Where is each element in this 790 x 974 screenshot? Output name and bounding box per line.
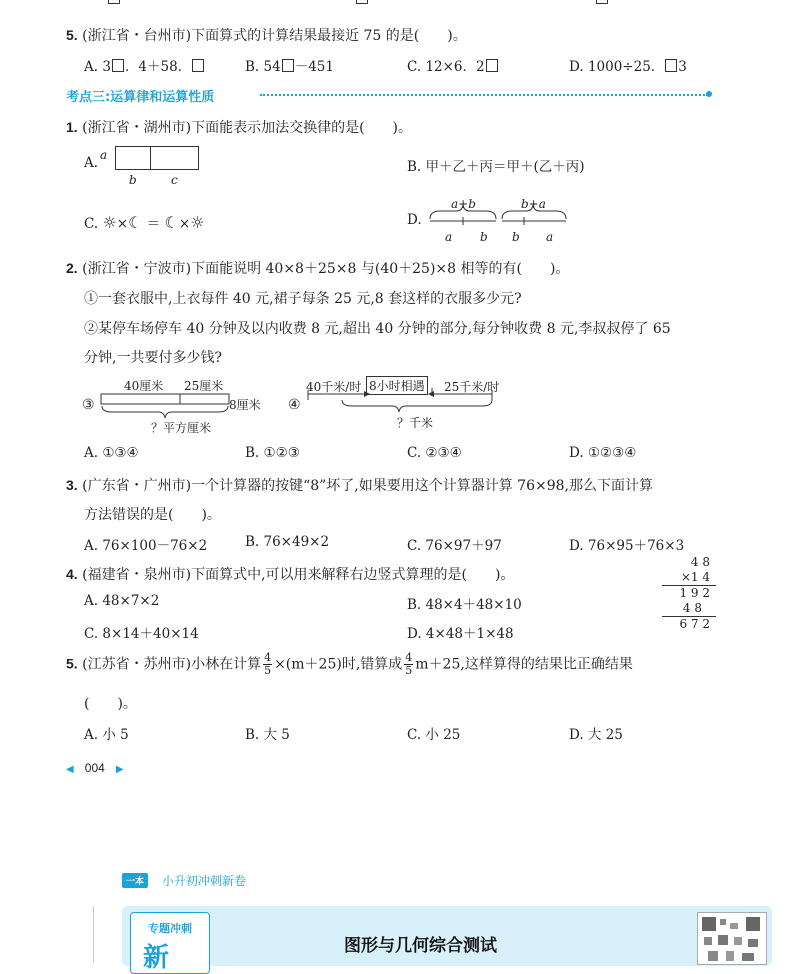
series-title: 小升初冲刺新卷 — [162, 874, 247, 888]
question-text-cont: 方法错误的是( )。 — [84, 507, 221, 523]
option-a[interactable]: A. 小 5 — [84, 727, 129, 743]
prev-page-icon[interactable]: ◀ — [66, 764, 74, 775]
blank-box — [112, 59, 124, 72]
label-40cm: 40厘米 — [124, 379, 164, 393]
label-a: a — [445, 230, 453, 244]
divider-dot — [706, 91, 712, 97]
moon-icon: ☾ — [128, 213, 143, 232]
question-text: (浙江省・台州市)下面算式的计算结果最接近 75 的是( )。 — [82, 28, 467, 44]
sun-icon: ☼ — [190, 213, 205, 232]
item-2: ②某停车场停车 40 分钟及以内收费 8 元,超出 40 分钟的部分,每分钟收费 8 元,李叔叔停了 65 — [84, 321, 671, 337]
label-speed-25: 25千米/时 — [444, 380, 500, 394]
topic-tag-big: 新 — [143, 943, 170, 973]
option-a[interactable]: A. 48×7×2 — [84, 593, 160, 609]
option-a[interactable]: A. 3 ．4＋58． — [84, 55, 205, 75]
question-text: (浙江省・宁波市)下面能说明 40×8＋25×8 与(40＋25)×8 相等的有( )。 — [82, 261, 570, 277]
option-c[interactable]: C. ☼×☾ ＝ ☾×☼ — [84, 213, 205, 232]
option-d[interactable]: D. 1000÷25． 3 — [569, 59, 687, 75]
option-c[interactable]: C. 8×14＋40×14 — [84, 626, 199, 642]
option-d[interactable]: D. 76×95＋76×3 — [569, 538, 685, 554]
label-speed-40: 40千米/时 — [306, 380, 362, 394]
option-d[interactable]: D. 4×48＋1×48 — [407, 626, 514, 642]
question-text: (浙江省・湖州市)下面能表示加法交换律的是( )。 — [82, 120, 412, 136]
topic-tag — [130, 912, 210, 974]
option-c[interactable]: C. 76×97＋97 — [407, 538, 502, 554]
option-c[interactable]: C. ②③④ — [407, 445, 462, 461]
label-area: ？平方厘米 — [151, 421, 212, 435]
next-page-icon[interactable]: ▶ — [115, 764, 124, 775]
question-text: (广东省・广州市)一个计算器的按键“8”坏了,如果要用这个计算器计算 76×98,那么下面计算 — [82, 478, 653, 494]
label-25cm: 25厘米 — [184, 379, 224, 393]
segment-diagram — [115, 146, 199, 170]
question-number: 5. — [66, 27, 78, 43]
figure-3-mark: ③ — [82, 397, 95, 413]
option-a[interactable]: A. 76×100－76×2 — [84, 538, 208, 554]
label-b-plus-a: b+a — [521, 197, 546, 211]
option-b[interactable]: B. 48×4＋48×10 — [407, 597, 522, 613]
label-a: a — [546, 230, 554, 244]
section-divider — [260, 94, 708, 96]
label-c: c — [171, 173, 178, 187]
moon-icon: ☾ — [164, 213, 179, 232]
question-2: 2. (浙江省・宁波市)下面能说明 40×8＋25×8 与(40＋25)×8 相等的有( )。 — [66, 260, 570, 277]
option-b[interactable]: B. ①②③ — [245, 445, 300, 461]
vertical-multiplication: 4 8 ×1 4 1 9 2 4 8 6 7 2 — [662, 555, 716, 632]
figure-4-mark: ④ — [288, 397, 301, 413]
qr-code-icon[interactable] — [697, 912, 767, 965]
label-meet: 8小时相遇 — [366, 376, 428, 395]
question-5: 5. (江苏省・苏州市)小林在计算 $\frac{4}{5} \times(m+25)$时,错算成 $\frac{4}{5} m+25$,这样算得的结果比正确结果 — [66, 651, 633, 677]
fraction: $\frac{4}{5}$ — [405, 651, 413, 677]
option-c[interactable]: C. 小 25 — [407, 727, 461, 743]
answer-paren: ( )。 — [84, 696, 137, 712]
page-number: 004 — [84, 761, 105, 775]
label-b: b — [480, 230, 488, 244]
qr-pattern — [698, 913, 764, 964]
option-d[interactable]: D. 大 25 — [569, 727, 623, 743]
label-8cm: 8厘米 — [229, 398, 261, 412]
sun-icon: ☼ — [102, 213, 117, 232]
page-footer — [66, 757, 124, 776]
option-a[interactable]: A. — [84, 155, 99, 171]
distance-diagram — [306, 388, 496, 414]
option-b[interactable]: B. 76×49×2 — [245, 534, 330, 550]
rectangle-diagram — [100, 390, 232, 420]
series-badge: 一本 — [122, 873, 148, 888]
question-3: 3. (广东省・广州市)一个计算器的按键“8”坏了,如果要用这个计算器计算 76×98,那么下面计算 — [66, 477, 653, 494]
option-d[interactable]: D. — [407, 212, 422, 228]
fraction: $\frac{4}{5}$ — [264, 651, 272, 677]
prev-fragment — [86, 0, 686, 4]
question-text: (福建省・泉州市)下面算式中,可以用来解释右边竖式算理的是( )。 — [82, 567, 515, 583]
blank-box — [486, 59, 498, 72]
item-1: ①一套衣服中,上衣每件 40 元,裙子每条 25 元,8 套这样的衣服多少元? — [84, 291, 522, 307]
question-4: 4. (福建省・泉州市)下面算式中,可以用来解释右边竖式算理的是( )。 — [66, 566, 515, 583]
section-title: 考点三:运算律和运算性质 — [66, 90, 215, 105]
question-1: 1. (浙江省・湖州市)下面能表示加法交换律的是( )。 — [66, 119, 412, 136]
label-b: b — [512, 230, 520, 244]
option-a[interactable]: A. ①③④ — [84, 445, 139, 461]
question-5-prev — [66, 25, 467, 45]
label-distance: ？千米 — [397, 416, 434, 430]
label-b: b — [129, 173, 137, 187]
option-b[interactable]: B. 大 5 — [245, 727, 290, 743]
option-b[interactable]: B. 54 －451 — [245, 59, 334, 75]
blank-box — [665, 59, 677, 72]
blank-box — [192, 59, 204, 72]
option-b[interactable]: B. 甲＋乙＋丙＝甲＋(乙＋丙) — [407, 159, 585, 175]
label-a-plus-b: a+b — [451, 197, 476, 211]
test-title: 图形与几何综合测试 — [344, 936, 497, 956]
label-a: a — [100, 148, 108, 162]
option-c[interactable]: C. 12×6．2 — [407, 55, 499, 75]
vertical-rule — [93, 906, 94, 963]
topic-tag-label: 专题冲刺 — [148, 922, 192, 935]
item-2-cont: 分钟,一共要付多少钱? — [84, 350, 222, 366]
option-d[interactable]: D. ①②③④ — [569, 445, 637, 461]
blank-box — [282, 59, 294, 72]
